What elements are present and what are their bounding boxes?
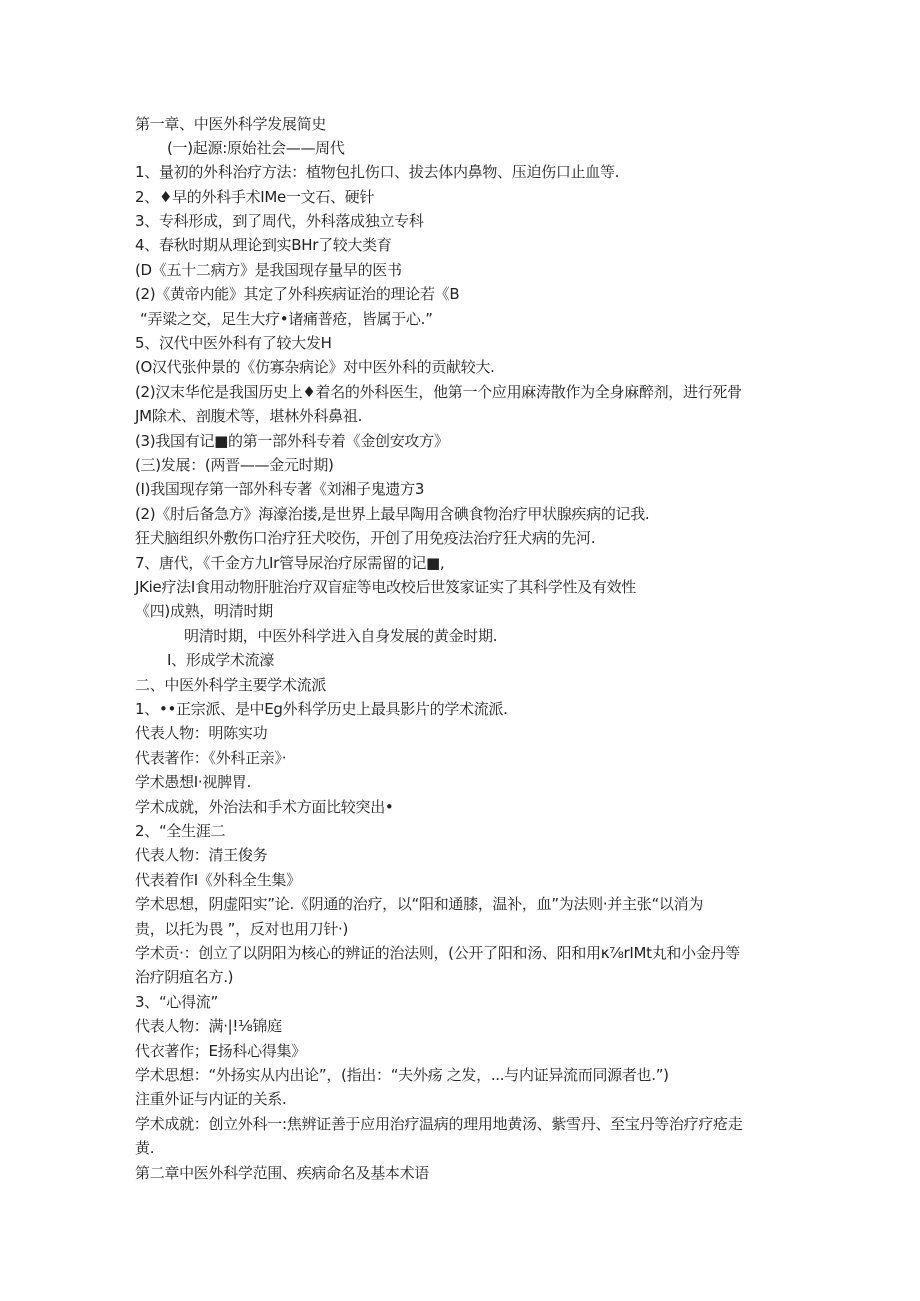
text-line: 1、量初的外科治疗方法：植物包扎伤口、拔去体内鼻物、压迫伤口止血等.: [135, 163, 620, 181]
text-line: 代表人物：清王俊务: [135, 846, 268, 864]
text-line: 代衣著作；E扬科心得集》: [135, 1042, 306, 1060]
text-line: 代表著作：《外科正亲》·: [135, 749, 287, 767]
text-line: (D《五十二病方》是我国现存量早的医书: [135, 261, 402, 279]
text-line: (2)汉末华佗是我国历史上♦着名的外科医生，他第一个应用麻涛散作为全身麻醉剂，进行死骨: [135, 383, 742, 401]
quote-line: “弄粱之交，足生大疗•诸痛普疮，皆属于心.”: [140, 310, 433, 328]
text-line: 贵，以托为畏 ”，反对也用刀针·): [135, 920, 349, 938]
text-line: 2、♦早的外科手术IMe一文石、硬针: [135, 188, 375, 206]
text-line: 5、汉代中医外科有了较大发H: [135, 334, 332, 352]
text-line: 3、专科形成，到了周代，外科落成独立专科: [135, 212, 424, 230]
text-line: 1、••正宗派、是中Eg外科学历史上最具影片的学术流派.: [135, 700, 508, 718]
text-line: 学术思想：“外扬实从内出论”，(指出：“夫外疡 之发，...与内证异流而同源者也.”): [135, 1066, 669, 1084]
section-heading: (一)起源:原始社会——周代: [167, 139, 345, 157]
text-line: 学术贡·：创立了以阴阳为核心的辨证的治法则，(公开了阳和汤、阳和用κ⅞rIMt丸和小金丹等: [135, 944, 740, 962]
text-line: 学术愚想I·视脾胃.: [135, 773, 251, 791]
text-line: 4、春秋时期从理论到实BHr了较大类育: [135, 236, 392, 254]
text-line: 明清时期，中医外科学进入自身发展的黄金时期.: [184, 627, 498, 645]
text-line: (O汉代张仲景的《仿寡杂病论》对中医外科的贡献较大.: [135, 358, 495, 376]
text-line: 黄.: [135, 1139, 155, 1157]
text-line: 学术成就，外治法和手术方面比较突出•: [135, 798, 394, 816]
text-line: 7、唐代，《千金方九Ir管导尿治疗尿需留的记■,: [135, 554, 445, 572]
section-heading: 二、中医外科学主要学术流派: [135, 676, 327, 694]
section-heading: 《四)成熟，明清时期: [135, 602, 273, 620]
text-line: 学术成就：创立外科一:焦辨证善于应用治疗温病的理用地黄汤、紫雪丹、至宝丹等治疗疗疮走: [135, 1115, 743, 1133]
text-line: 代表着作I《外科全生集》: [135, 871, 301, 889]
text-line: 注重外证与内证的关系.: [135, 1090, 287, 1108]
text-line: 学术思想，阴虚阳实”论.《阴通的治疗，以“阳和通膝，温补，血”为法则·并主张“以消为: [135, 895, 704, 913]
text-line: 3、“心得流”: [135, 993, 218, 1011]
text-line: (I)我国现存第一部外科专著《刘湘子鬼遗方3: [135, 480, 425, 498]
text-line: 2、“全生涯二: [135, 822, 226, 840]
text-line: JKie疗法I食用动物肝脏治疗双盲症等电改校后世笈家证实了其科学性及有效性: [135, 578, 636, 596]
text-line: (2)《肘后备急方》海濠治搂,是世界上最早陶用含碘食物治疗甲状腺疾病的记我.: [135, 505, 650, 523]
chapter-title: 第二章中医外科学范围、疾病命名及基本术语: [135, 1164, 430, 1182]
text-line: JM除术、剖腹术等，堪林外科鼻祖.: [135, 407, 363, 425]
text-line: 治疗阴疽名方.): [135, 968, 234, 986]
text-line: (2)《黄帝内能》其定了外科疾病证治的理论若《B: [135, 285, 460, 303]
text-line: 代表人物：满·|!⅛锦庭: [135, 1017, 282, 1035]
text-line: 狂犬脑组织外敷伤口治疗狂犬咬伤，开创了用免疫法治疗狂犬病的先河.: [135, 529, 596, 547]
section-heading: (三)发展：(两晋——金元时期): [135, 456, 334, 474]
text-line: 代表人物：明陈实功: [135, 724, 268, 742]
chapter-title: 第一章、中医外科学发展简史: [135, 115, 327, 133]
text-line: (3)我国有记■的第一部外科专着《金创安攻方》: [135, 432, 449, 450]
text-line: I、形成学术流濠: [167, 651, 275, 669]
